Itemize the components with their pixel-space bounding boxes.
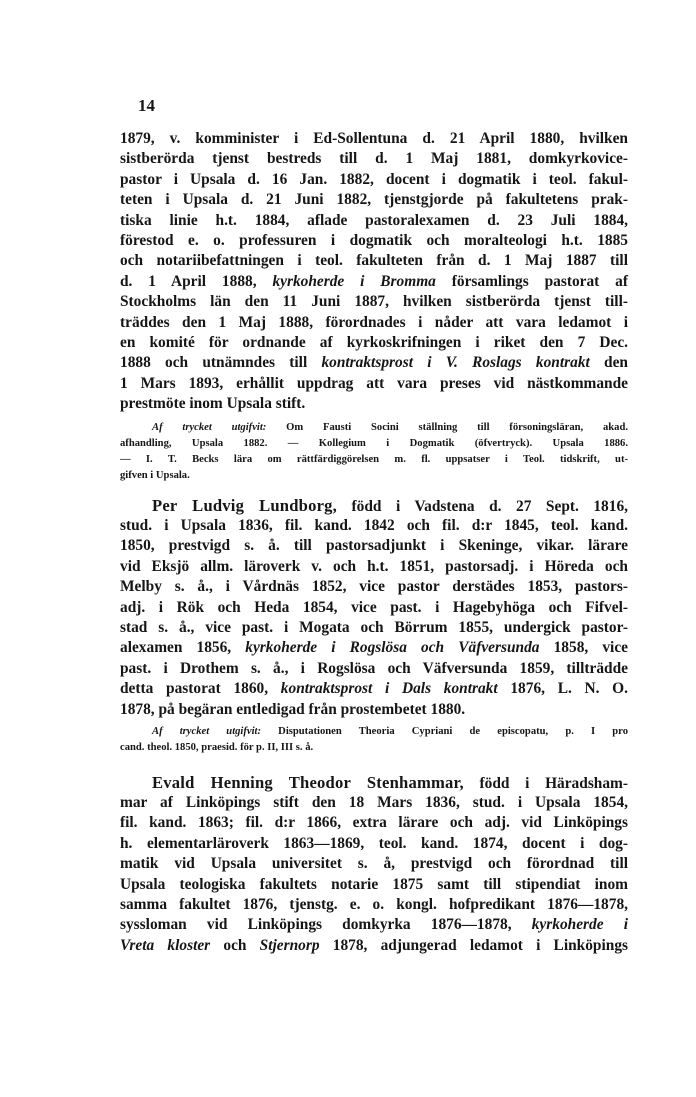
text-span: past. i Drothem s. å., i Rogslösa och Väfversunda 1859, tillträdde: [120, 659, 628, 677]
text-span: adj. i Rök och Heda 1854, vice past. i Hagebyhöga och Fifvel-: [120, 598, 628, 616]
text-line: [120, 895, 628, 915]
person-name: Evald Henning Theodor Stenhammar,: [152, 772, 464, 792]
note-line: [120, 420, 628, 436]
text-span: fil. kand. 1863; fil. d:r 1866, extra lärare och adj. vid Linköpings: [120, 814, 628, 832]
text-line: [120, 516, 628, 536]
text-line: [120, 170, 628, 190]
italic-text: Vreta kloster: [120, 936, 211, 954]
text-span: Upsala teologiska fakultets notarie 1875 samt till stipendiat inom: [120, 875, 628, 893]
italic-text: kyrkoherde i: [531, 916, 628, 934]
text-span: matik vid Upsala universitet s. å, prestvigd och förordnad till: [120, 855, 628, 873]
spacer: [120, 484, 628, 496]
text-line: [120, 577, 628, 597]
text-line: [120, 936, 628, 956]
text-line: [120, 638, 628, 658]
text-span: Disputationen Theoria Cypriani de episcopatu, p. I pro: [261, 725, 628, 737]
text-line: [120, 496, 628, 516]
text-span: detta pastorat 1860,: [120, 680, 281, 698]
text-column: [120, 129, 628, 956]
entry-continued: [120, 129, 628, 496]
text-span: sistberörda tjenst bestreds till d. 1 Maj 1881, domkyrkovice-: [120, 150, 628, 168]
text-line: [120, 557, 628, 577]
italic-text: kyrkoherde i Bromma: [272, 272, 436, 290]
text-span: och notariibefattningen i teol. fakulteten från d. 1 Maj 1887 till: [120, 252, 628, 270]
text-span: en komité för ordnande af kyrkoskrifningen i riket den 7 Dec.: [120, 333, 628, 351]
italic-text: Af trycket utgifvit:: [152, 422, 267, 434]
italic-text: Stjernorp: [259, 936, 320, 954]
text-line: [120, 190, 628, 210]
paragraph: [120, 773, 628, 957]
text-line: [120, 394, 628, 414]
entry-stenhammar: [120, 773, 628, 957]
spacer: [120, 756, 628, 773]
entry-lundborg: [120, 496, 628, 773]
text-line: [120, 915, 628, 935]
note-line: [120, 740, 628, 756]
text-span: cand. theol. 1850, praesid. för p. II, III s. å.: [120, 741, 314, 753]
page-number: 14: [138, 96, 155, 115]
text-span: träddes den 1 Maj 1888, förordnades i nåder att vara ledamot i: [120, 313, 628, 331]
note-line: [120, 724, 628, 740]
note-line: [120, 436, 628, 452]
text-span: tiska linie h.t. 1884, aflade pastoralexamen d. 23 Juli 1884,: [120, 211, 628, 229]
text-line: [120, 793, 628, 813]
text-span: 1878, adjungerad ledamot i Linköpings: [319, 936, 628, 954]
text-span: 1888 och utnämndes till: [120, 354, 322, 372]
text-span: 1878, på begäran entledigad från prostembetet 1880.: [120, 700, 466, 718]
note-line: [120, 452, 628, 468]
text-span: pastor i Upsala d. 16 Jan. 1882, docent i dogmatik i teol. fakul-: [120, 170, 628, 188]
text-line: [120, 618, 628, 638]
text-line: [120, 353, 628, 373]
text-span: teten i Upsala d. 21 Juni 1882, tjenstgjorde på fakultetens prak-: [120, 191, 628, 209]
text-span: d. 1 April 1888,: [120, 272, 273, 290]
text-span: prestmöte inom Upsala stift.: [120, 395, 306, 413]
text-line: [120, 700, 628, 720]
text-span: — I. T. Becks lära om rättfärdiggörelsen m. fl. uppsatser i Teol. tidskrift, ut-: [120, 454, 628, 466]
text-span: h. elementarläroverk 1863—1869, teol. kand. 1874, docent i dog-: [120, 834, 628, 852]
text-span: samma fakultet 1876, tjenstg. e. o. kongl. hofpredikant 1876—1878,: [120, 895, 628, 913]
text-span: den: [589, 354, 628, 372]
text-line: [120, 272, 628, 292]
text-line: [120, 834, 628, 854]
text-span: 1858, vice: [539, 639, 628, 657]
text-line: [120, 374, 628, 394]
text-line: [120, 292, 628, 312]
text-line: [120, 251, 628, 271]
text-line: [120, 813, 628, 833]
text-span: Stockholms län den 11 Juni 1887, hvilken sistberörda tjenst till-: [120, 293, 628, 311]
person-name: Per Ludvig Lundborg,: [152, 495, 337, 515]
text-span: gifven i Upsala.: [120, 469, 190, 481]
text-span: syssloman vid Linköpings domkyrka 1876—1878,: [120, 916, 532, 934]
italic-text: kontraktsprost i Dals kontrakt: [280, 680, 498, 698]
text-line: [120, 536, 628, 556]
bibliography-note: [120, 420, 628, 483]
text-span: församlings pastorat af: [435, 272, 628, 290]
text-line: [120, 333, 628, 353]
text-span: stud. i Upsala 1836, fil. kand. 1842 och fil. d:r 1845, teol. kand.: [120, 517, 628, 535]
text-span: 1876, L. N. O.: [497, 680, 628, 698]
text-span: vid Eksjö allm. läroverk v. och h.t. 1851, pastorsadj. i Höreda och: [120, 557, 628, 575]
italic-text: kyrkoherde i Rogslösa och Väfversunda: [245, 639, 540, 657]
text-span: mar af Linköpings stift den 18 Mars 1836, stud. i Upsala 1854,: [120, 793, 628, 811]
italic-text: Af trycket utgifvit:: [152, 725, 262, 737]
text-span: 1850, prestvigd s. å. till pastorsadjunkt i Skeninge, vikar. lärare: [120, 537, 628, 555]
note-line: [120, 468, 628, 484]
italic-text: kontraktsprost i V. Roslags kontrakt: [321, 354, 590, 372]
text-span: 1 Mars 1893, erhållit uppdrag att vara preses vid nästkommande: [120, 374, 628, 392]
paragraph: [120, 496, 628, 720]
text-span: förestod e. o. professuren i dogmatik och moralteologi h.t. 1885: [120, 231, 628, 249]
text-line: [120, 773, 628, 793]
text-line: [120, 149, 628, 169]
text-span: afhandling, Upsala 1882. — Kollegium i Dogmatik (öfvertryck). Upsala 1886.: [120, 438, 628, 450]
text-line: [120, 659, 628, 679]
text-span: född i Häradsham-: [463, 774, 629, 792]
bibliography-note: [120, 724, 628, 756]
text-span: Om Fausti Socini ställning till försoningsläran, akad.: [266, 422, 628, 434]
text-line: [120, 854, 628, 874]
text-line: [120, 129, 628, 149]
text-line: [120, 211, 628, 231]
text-line: [120, 231, 628, 251]
text-line: [120, 679, 628, 699]
text-line: [120, 598, 628, 618]
text-line: [120, 875, 628, 895]
text-span: och: [210, 936, 260, 954]
text-line: [120, 313, 628, 333]
text-span: 1879, v. komminister i Ed-Sollentuna d. 21 April 1880, hvilken: [120, 130, 628, 147]
text-span: Melby s. å., i Vårdnäs 1852, vice pastor derstädes 1853, pastors-: [120, 578, 628, 596]
paragraph: [120, 129, 628, 414]
text-span: alexamen 1856,: [120, 639, 246, 657]
text-span: född i Vadstena d. 27 Sept. 1816,: [337, 497, 628, 515]
text-span: stad s. å., vice past. i Mogata och Börrum 1855, undergick pastor-: [120, 619, 628, 636]
